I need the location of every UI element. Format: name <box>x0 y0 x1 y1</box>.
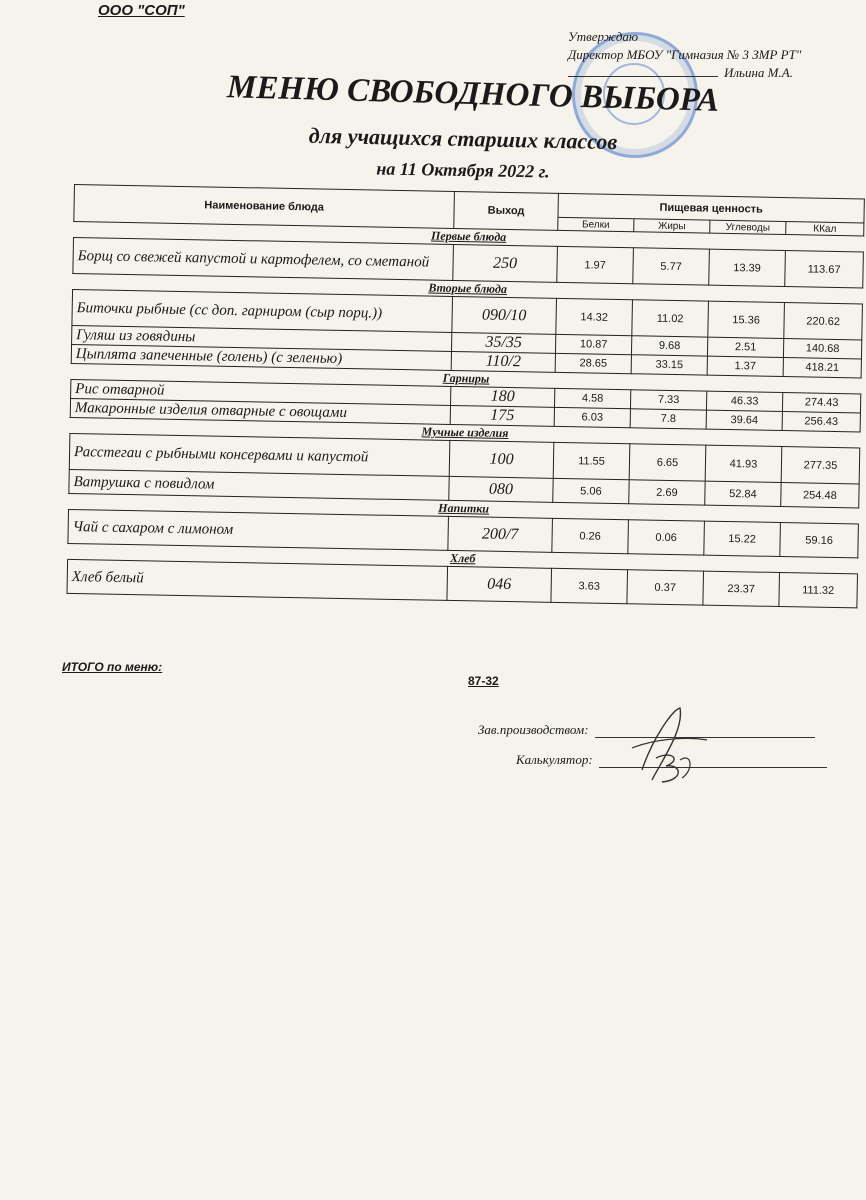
dish-name: Хлеб белый <box>67 559 448 600</box>
dish-yield: 175 <box>450 405 554 426</box>
header-fat: Жиры <box>634 219 710 233</box>
dish-protein: 11.55 <box>553 442 630 479</box>
dish-carbs: 52.84 <box>705 481 781 506</box>
dish-yield: 046 <box>447 566 552 602</box>
dish-name: Расстегаи с рыбными консервами и капустой <box>69 433 450 476</box>
dish-carbs: 1.37 <box>707 356 783 376</box>
production-manager-label: Зав.производством: <box>478 722 589 737</box>
dish-name: Цыплята запеченные (голень) (с зеленью) <box>71 344 451 370</box>
dish-carbs: 13.39 <box>709 249 786 286</box>
dish-name: Борщ со свежей капустой и картофелем, со сметаной <box>73 238 454 281</box>
dish-carbs: 15.36 <box>708 301 785 338</box>
dish-protein: 3.63 <box>551 568 628 603</box>
dish-kcal: 59.16 <box>780 523 859 558</box>
dish-kcal: 111.32 <box>779 572 858 607</box>
dish-protein: 4.58 <box>554 388 630 408</box>
dish-protein: 14.32 <box>556 298 633 335</box>
approve-name: Ильина М.А. <box>724 65 793 80</box>
approve-position: Директор МБОУ "Гимназия № 3 ЗМР РТ" <box>568 47 802 62</box>
dish-protein: 5.06 <box>553 478 629 503</box>
menu-table <box>66 184 864 608</box>
dish-name: Чай с сахаром с лимоном <box>68 509 449 550</box>
dish-kcal: 274.43 <box>782 393 860 413</box>
section-title: Напитки <box>69 493 859 523</box>
dish-carbs: 23.37 <box>703 571 780 606</box>
approval-block <box>568 28 801 82</box>
menu-date: на 11 Октября 2022 г. <box>376 158 550 182</box>
dish-yield: 180 <box>451 386 555 407</box>
section-title: Гарниры <box>71 363 861 393</box>
header-protein: Белки <box>558 217 634 231</box>
section-title: Вторые блюда <box>73 273 863 303</box>
dish-yield: 110/2 <box>451 351 555 372</box>
header-dish-name: Наименование блюда <box>74 185 455 229</box>
approve-signature-line <box>568 76 718 77</box>
dish-fat: 33.15 <box>631 355 707 375</box>
header-carbs: Углеводы <box>710 220 786 234</box>
calculator-label: Калькулятор: <box>516 752 593 767</box>
dish-fat: 11.02 <box>632 300 709 337</box>
total-label: ИТОГО по меню: <box>62 660 163 674</box>
menu-subtitle: для учащихся старших классов <box>308 122 618 155</box>
section-title: Первые блюда <box>74 222 864 252</box>
menu-table-wrapper <box>66 184 863 608</box>
dish-yield: 090/10 <box>452 296 557 334</box>
dish-protein: 6.03 <box>554 407 630 427</box>
dish-carbs: 15.22 <box>704 521 781 556</box>
dish-name: Ватрушка с повидлом <box>69 469 449 500</box>
dish-protein: 1.97 <box>557 246 634 283</box>
dish-fat: 0.37 <box>627 570 704 605</box>
total-value: 87-32 <box>468 674 499 688</box>
dish-yield: 200/7 <box>448 516 553 552</box>
dish-yield: 080 <box>449 476 553 502</box>
dish-fat: 9.68 <box>631 336 707 356</box>
dish-protein: 10.87 <box>555 334 631 354</box>
header-nutrition: Пищевая ценность <box>558 193 864 223</box>
dish-protein: 28.65 <box>555 353 631 373</box>
dish-kcal: 418.21 <box>783 358 861 378</box>
header-yield: Выход <box>454 191 559 230</box>
dish-carbs: 46.33 <box>706 391 782 411</box>
dish-carbs: 2.51 <box>707 337 783 357</box>
dish-kcal: 256.43 <box>782 412 860 432</box>
dish-kcal: 277.35 <box>781 447 860 484</box>
dish-kcal: 254.48 <box>781 483 859 508</box>
dish-carbs: 41.93 <box>705 445 782 482</box>
approve-label: Утверждаю <box>568 29 639 44</box>
dish-fat: 2.69 <box>629 480 705 505</box>
dish-protein: 0.26 <box>552 518 629 553</box>
section-title: Хлеб <box>68 543 858 573</box>
dish-fat: 5.77 <box>633 248 710 285</box>
menu-title: МЕНЮ СВОБОДНОГО ВЫБОРА <box>226 69 720 119</box>
dish-name: Гуляш из говядины <box>72 325 452 351</box>
organization-name: ООО "СОП" <box>98 2 185 19</box>
dish-fat: 6.65 <box>629 444 706 481</box>
dish-kcal: 113.67 <box>785 251 864 288</box>
dish-carbs: 39.64 <box>706 410 782 430</box>
section-title: Мучные изделия <box>70 417 860 447</box>
handwritten-signature <box>622 700 712 790</box>
dish-kcal: 140.68 <box>783 339 861 359</box>
dish-fat: 7.33 <box>630 390 706 410</box>
dish-name: Биточки рыбные (сс доп. гарниром (сыр порц.)) <box>72 289 453 332</box>
dish-name: Рис отварной <box>71 379 451 405</box>
dish-yield: 250 <box>453 244 558 282</box>
dish-fat: 7.8 <box>630 409 706 429</box>
dish-fat: 0.06 <box>628 520 705 555</box>
table-header-row <box>74 185 864 223</box>
dish-yield: 100 <box>449 440 554 478</box>
header-kcal: ККал <box>786 222 864 236</box>
dish-name: Макаронные изделия отварные с овощами <box>70 398 450 424</box>
dish-yield: 35/35 <box>451 332 555 353</box>
dish-kcal: 220.62 <box>784 303 863 340</box>
